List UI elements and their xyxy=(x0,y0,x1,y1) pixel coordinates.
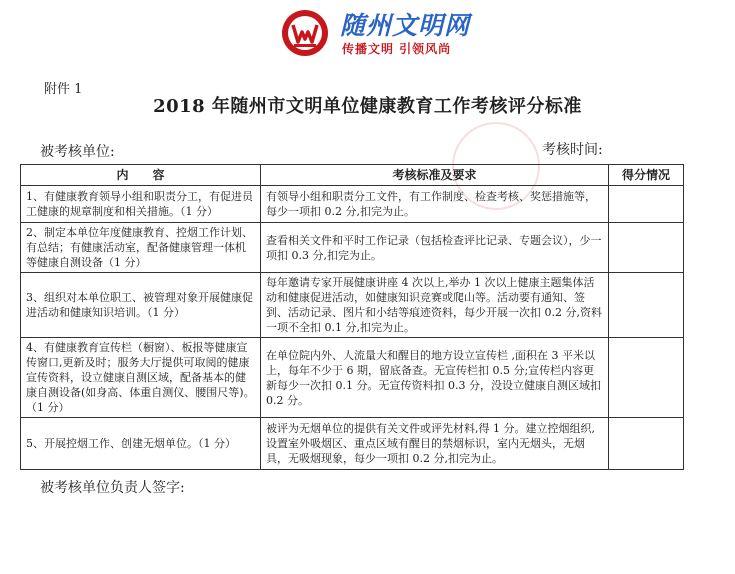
table-header-row xyxy=(21,165,684,186)
brand-slogan: 传播文明 引领风尚 xyxy=(342,42,452,56)
header-score: 得分情况 xyxy=(609,165,684,186)
header-criteria: 考核标准及要求 xyxy=(261,165,609,186)
row-score[interactable] xyxy=(609,186,684,223)
brand-name: 随州文明网 xyxy=(340,11,471,40)
signature-label: 被考核单位负责人签字: xyxy=(40,480,185,496)
row-criteria: 在单位院内外、人流量大和醒目的地方设立宣传栏 ,面积在 3 平米以上，每年不少于 6 期，留底备查。无宣传栏扣 0.5 分;宣传栏内容更新每少一次扣 0.1 分。无宣传资料扣 0.3 分，没设立健康自测区域扣 0.2 分。 xyxy=(261,338,609,418)
row-criteria: 查看相关文件和平时工作记录（包括检查评比记录、专题会议），少一项扣 0.3 分,扣完为止。 xyxy=(261,223,609,273)
table-row xyxy=(21,418,684,470)
document-title: 2018 年随州市文明单位健康教育工作考核评分标准 xyxy=(153,96,582,117)
table-row xyxy=(21,273,684,338)
scoring-table xyxy=(20,164,684,470)
attachment-label: 附件 1 xyxy=(44,82,83,97)
civilization-logo-icon xyxy=(280,8,330,58)
row-content: 4、有健康教育宣传栏（橱窗）、板报等健康宣传窗口,更新及时；服务大厅提供可取阅的健康宣传资料，设立健康自测区域，配备基本的健康自测设备(如身高、体重自测仪、腰围尺等)。（1 分） xyxy=(21,338,261,418)
row-content: 2、制定本单位年度健康教育、控烟工作计划、有总结；有健康活动室，配备健康管理一体机等健康自测设备（1 分） xyxy=(21,223,261,273)
row-score[interactable] xyxy=(609,273,684,338)
header-content: 内 容 xyxy=(21,165,261,186)
row-score[interactable] xyxy=(609,338,684,418)
row-criteria: 每年邀请专家开展健康讲座 4 次以上,举办 1 次以上健康主题集体活动和健康促进活动，如健康知识竞赛或爬山等。活动要有通知、签到、活动记录、图片和小结等痕迹资料，每少开展一次扣 0.2 分,资料一项不全扣 0.1 分,扣完为止。 xyxy=(261,273,609,338)
site-header xyxy=(0,0,735,66)
row-content: 5、开展控烟工作、创建无烟单位。（1 分） xyxy=(21,418,261,470)
row-criteria: 有领导小组和职责分工文件，有工作制度、检查考核、奖惩措施等，每少一项扣 0.2 分,扣完为止。 xyxy=(261,186,609,223)
row-content: 3、组织对本单位职工、被管理对象开展健康促进活动和健康知识培训。（1 分） xyxy=(21,273,261,338)
assessment-time-label: 考核时间: xyxy=(542,142,603,158)
row-criteria: 被评为无烟单位的提供有关文件或评先材料,得 1 分。建立控烟组织,设置室外吸烟区、重点区域有醒目的禁烟标识，室内无烟头，无烟具，无吸烟现象，每少一项扣 0.2 分,扣完为止。 xyxy=(261,418,609,470)
row-score[interactable] xyxy=(609,223,684,273)
row-score[interactable] xyxy=(609,418,684,470)
assessed-unit-label: 被考核单位: xyxy=(40,144,115,160)
table-row xyxy=(21,223,684,273)
row-content: 1、有健康教育领导小组和职责分工，有促进员工健康的规章制度和相关措施。（1 分） xyxy=(21,186,261,223)
table-row xyxy=(21,186,684,223)
table-row xyxy=(21,338,684,418)
